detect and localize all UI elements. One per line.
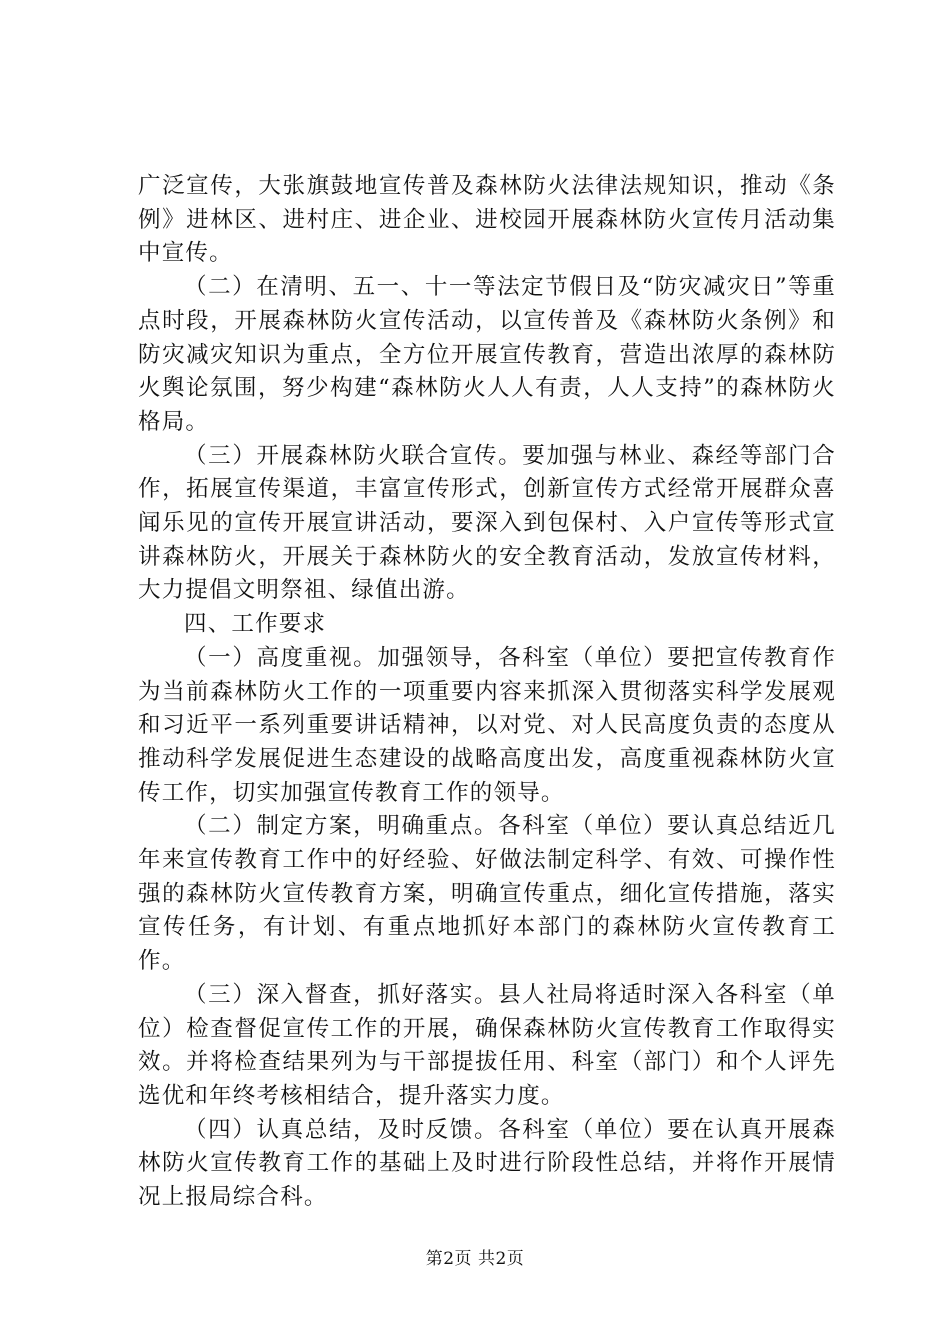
section-heading-work-requirements: 四、工作要求 xyxy=(184,611,327,638)
paragraph-summary-feedback: （四）认真总结，及时反馈。各科室（单位）要在认真开展森林防火宣传教育工作的基础上及时进行阶段性总结，并将作开展情况上报局综合科。 xyxy=(138,1116,836,1211)
page-number-footer: 第2页 共2页 xyxy=(425,1249,525,1269)
paragraph-high-priority: （一）高度重视。加强领导，各科室（单位）要把宣传教育作为当前森林防火工作的一项重要内容来抓深入贯彻落实科学发展观和习近平一系列重要讲话精神，以对党、对人民高度负责的态度从推动科学发展促进生态建设的战略高度出发，高度重视森林防火宣传工作，切实加强宣传教育工作的领导。 xyxy=(138,644,836,806)
paragraph-joint-publicity: （三）开展森林防火联合宣传。要加强与林业、森经等部门合作，拓展宣传渠道，丰富宣传形式，创新宣传方式经常开展群众喜闻乐见的宣传开展宣讲活动，要深入到包保村、入户宣传等形式宣讲森林防火，开展关于森林防火的安全教育活动，发放宣传材料，大力提倡文明祭祖、绿值出游。 xyxy=(138,442,836,604)
paragraph-supervision: （三）深入督查，抓好落实。县人社局将适时深入各科室（单位）检查督促宣传工作的开展，确保森林防火宣传教育工作取得实效。并将检查结果列为与干部提拔任用、科室（部门）和个人评先选优和年终考核相结合，提升落实力度。 xyxy=(138,981,836,1109)
paragraph-make-plan: （二）制定方案，明确重点。各科室（单位）要认真总结近几年来宣传教育工作中的好经验、好做法制定科学、有效、可操作性强的森林防火宣传教育方案，明确宣传重点，细化宣传措施，落实宣传任务，有计划、有重点地抓好本部门的森林防火宣传教育工作。 xyxy=(138,813,836,975)
paragraph-holiday-publicity: （二）在清明、五一、十一等法定节假日及“防灾减灾日”等重点时段，开展森林防火宣传活动，以宣传普及《森林防火条例》和防灾减灾知识为重点，全方位开展宣传教育，营造出浓厚的森林防火舆论氛围，努少构建“森林防火人人有责，人人支持”的森林防火格局。 xyxy=(138,274,836,435)
document-body xyxy=(138,170,836,1215)
paragraph-continuation: 广泛宣传，大张旗鼓地宣传普及森林防火法律法规知识，推动《条例》进林区、进村庄、进企业、进校园开展森林防火宣传月活动集中宣传。 xyxy=(138,173,836,267)
